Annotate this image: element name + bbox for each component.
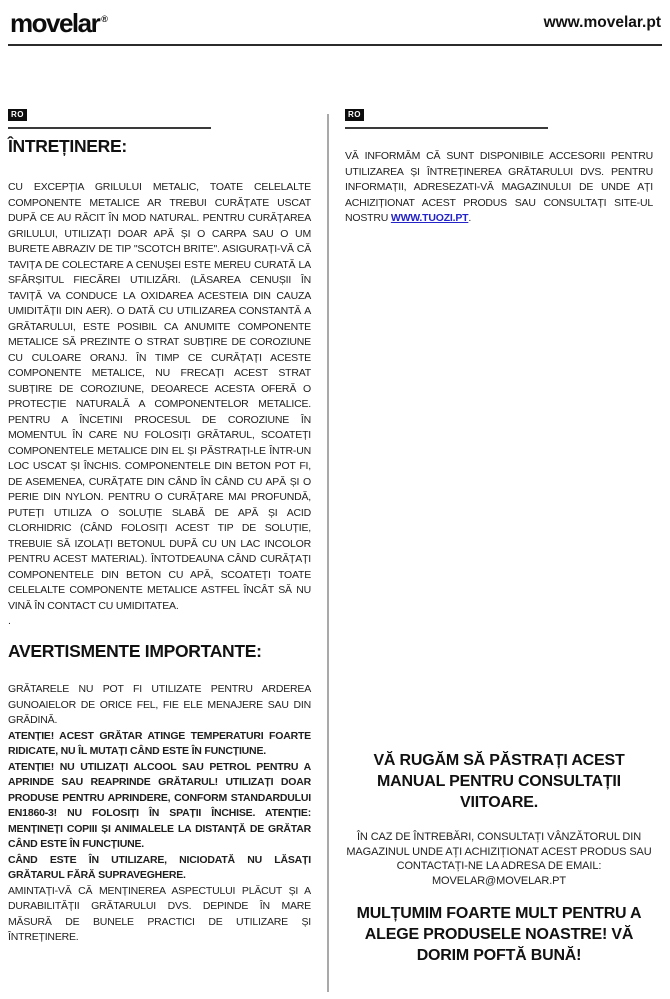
maintenance-paragraph: CU EXCEPȚIA GRILULUI METALIC, TOATE CELELALTE COMPONENTE METALICE AR TREBUI CURĂȚATE USCAT DUPĂ CE AU RĂCIT ÎN MOD NATURAL. PENTRU CURĂȚAREA GRILULUI, UTILIZAȚI DOAR APĂ ȘI O CARPA SAU O UM BURETE ABRAZIV DE TIP "SCOTCH BRITE". ASIGURAȚI-VĂ CĂ TAVIȚA DE COLECTARE A CENUȘEI ESTE MEREU CURATĂ LA SFÂRȘITUL FIECĂREI UTILIZĂRI. (LĂSAREA CENUȘII ÎN TAVIȚĂ VA CONDUCE LA OXIDAREA ACESTEIA DIN CAUZA UMIDITĂȚII DIN AER). O DATĂ CU UTILIZAREA CONSTANTĂ A GRĂTARULUI, ESTE POSIBIL CA ANUMITE COMPONENTE METALICE SĂ PREZINTE O STRAT SUBȚIRE DE COROZIUNE CU CULOARE ORANJ. ÎN TIMP CE CURĂȚAȚI ACESTE COMPONENTE METALICE, NU FRECAȚI ACEST STRAT SUBȚIRE DE COROZIUNE, DEOARECE ACESTA OFERĂ O PROTECȚIE NATURALĂ A COMPONENTELOR METALICE. PENTRU A ÎNCETINI PROCESUL DE COROZIUNE ÎN MOMENTUL ÎN CARE NU FOLOSIȚI GRĂTARUL, SCOATEȚI COMPONENTELE METALICE DIN EL ȘI PĂSTRAȚI-LE ÎNTR-UN LOC USCAT ȘI ÎNCHIS. COMPONENTELE DIN BETON POT FI, DE ASEMENEA, CURĂȚATE DIN CÂND ÎN CÂND CU APĂ ȘI O PERIE DIN NYLON. PENTRU O CURĂȚARE MAI PROFUNDĂ, PUTEȚI UTILIZA O SOLUȚIE SLABĂ DE APĂ ȘI ACID CLORHIDRIC (CÂND FOLOSIȚI ACEST TIP DE SOLUȚIE, TREBUIE SĂ IZOLAȚI BETONUL DUPĂ CU UN LAC INCOLOR PENTRU ACEST MATERIAL). ÎNTOTDEAUNA CÂND CURĂȚAȚI COMPONENTELE DIN BETON CU APĂ, SCOATEȚI TOATE CELELALTE COMPONENTE METALICE ASTFEL ÎNCÂT SĂ NU VINĂ ÎN CONTACT CU UMIDITATEA. — [8, 181, 311, 612]
accessories-info-paragraph — [345, 149, 653, 227]
thanks-notice: MULȚUMIM FOARTE MULT PENTRU A ALEGE PRODUSELE NOASTRE! VĂ DORIM POFTĂ BUNĂ! — [356, 905, 642, 964]
language-badge-ro-left: RO — [8, 109, 27, 121]
brand-logo-text: movelar — [10, 8, 100, 38]
warnings-paragraphs — [8, 682, 311, 946]
warnings-section-heading: AVERTISMENTE IMPORTANTE: — [8, 641, 262, 661]
brand-logo — [10, 8, 108, 39]
warning-paragraph: AMINTAȚI-VĂ CĂ MENȚINEREA ASPECTULUI PLĂCUT ȘI A DURABILITĂȚII GRĂTARULUI DVS. DEPINDE ÎN MARE MĂSURĂ DE BUNELE PRACTICI DE UTILIZARE ȘI ÎNTREȚINERE. — [8, 884, 311, 943]
left-column — [8, 104, 311, 946]
header-divider-rule — [8, 44, 662, 46]
warning-paragraph: GRĂTARELE NU POT FI UTILIZATE PENTRU ARDEREA GUNOAIELOR DE ORICE FEL, FIE ELE MENAJERE SAU DIN GRĂDINĂ. — [8, 683, 311, 726]
language-badge-ro-right: RO — [345, 109, 364, 121]
warning-paragraph: ATENȚIE! NU UTILIZAȚI ALCOOL SAU PETROL PENTRU A APRINDE SAU REAPRINDE GRĂTARUL! UTILIZAȚI DOAR PRODUSE PENTRU APRINDERE, CONFORM STANDARDULUI EN1860-3! NU FOLOSIȚI ÎN SPAȚII ÎNCHISE. ATENȚIE: MENȚINEȚI COPIII ȘI ANIMALELE LA DISTANȚĂ DE GRĂTAR CÂND ESTE ÎN FUNCȚIUNE. — [8, 760, 311, 850]
accessories-info-text: VĂ INFORMĂM CĂ SUNT DISPONIBILE ACCESORII PENTRU UTILIZAREA ȘI ÎNTREȚINEREA GRĂTARULUI DVS. PENTRU INFORMAȚII, ADRESEZATI-VĂ MAGAZINULUI DE UNDE AȚI ACHIZIȚIONAT ACEST PRODUS SAU CONSULTAȚI SITE-UL NOSTRU — [345, 150, 653, 224]
stray-period: . — [8, 615, 11, 627]
right-column-notices — [341, 750, 657, 966]
header-site-url: www.movelar.pt — [543, 14, 661, 31]
warning-paragraph: CÂND ESTE ÎN UTILIZARE, NICIODATĂ NU LĂSAȚI GRĂTARUL FĂRĂ SUPRAVEGHERE. — [8, 853, 311, 881]
contact-text: ÎN CAZ DE ÎNTREBĂRI, CONSULTAȚI VÂNZĂTORUL DIN MAGAZINUL UNDE AȚI ACHIZIȚIONAT ACEST PRODUS SAU CONTACTAȚI-NE LA ADRESA DE EMAIL: — [346, 831, 652, 872]
column-divider-line — [327, 114, 329, 992]
maintenance-section-heading: ÎNTREȚINERE: — [8, 136, 127, 156]
contact-paragraph — [341, 830, 657, 888]
tuozi-site-link[interactable]: WWW.TUOZI.PT — [390, 212, 469, 224]
language-badge-underline-right — [345, 127, 548, 129]
accessories-info-period: . — [468, 212, 472, 224]
keep-manual-notice: VĂ RUGĂM SĂ PĂSTRAȚI ACEST MANUAL PENTRU CONSULTAȚII VIITOARE. — [373, 752, 625, 811]
right-column — [345, 104, 653, 227]
registered-trademark-mark: ® — [101, 14, 108, 25]
language-badge-underline-left — [8, 127, 211, 129]
contact-email: MOVELAR@MOVELAR.PT — [431, 874, 567, 887]
warning-paragraph: ATENȚIE! ACEST GRĂTAR ATINGE TEMPERATURI FOARTE RIDICATE, NU ÎL MUTAȚI CÂND ESTE ÎN FUNCȚIUNE. — [8, 729, 311, 757]
